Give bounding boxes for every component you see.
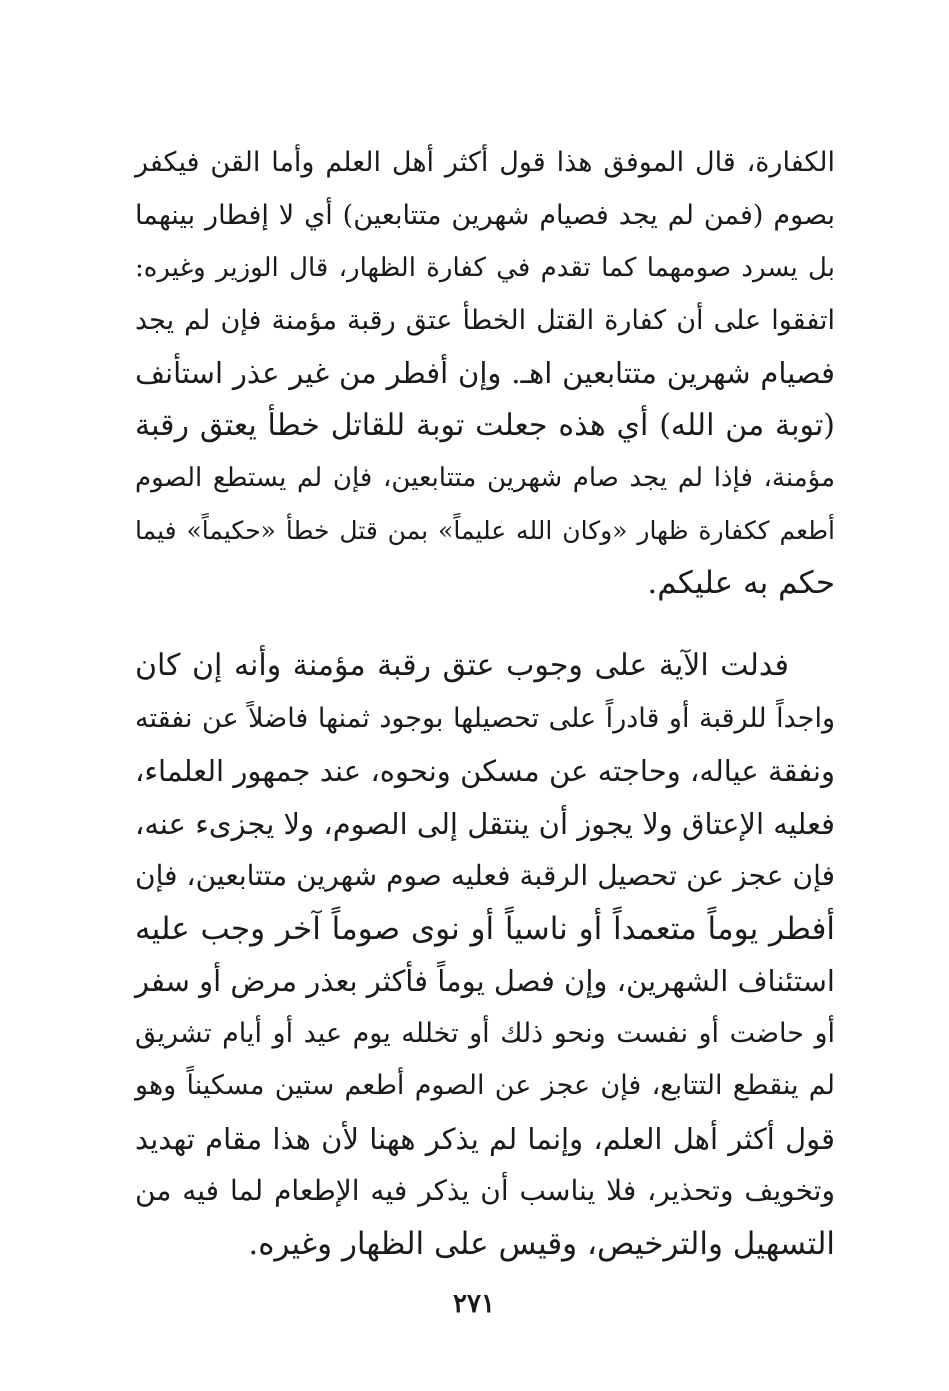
text-line: واجداً للرقبة أو قادراً على تحصيلها بوجود ثمنها فاضلاً عن نفقته [135, 702, 835, 734]
text-line: (توبة من الله) أي هذه جعلت توبة للقاتل خطأ يعتق رقبة [135, 407, 835, 443]
text-line: فصيام شهرين متتابعين اهـ. وإن أفطر من غير عذر استأنف [135, 356, 835, 390]
text-line: فعليه الإعتاق ولا يجوز أن ينتقل إلى الصوم، ولا يجزىء عنه، [135, 806, 835, 841]
paragraph-2 [135, 640, 835, 1270]
text-line: اتفقوا على أن كفارة القتل الخطأ عتق رقبة مؤمنة فإن لم يجد [135, 304, 835, 336]
text-line: الكفارة، قال الموفق هذا قول أكثر أهل العلم وأما القن فيكفر [135, 147, 835, 178]
page-number: ٢٧١ [453, 1289, 495, 1319]
text-line: حكم به عليكم. [647, 565, 835, 601]
text-line: استئناف الشهرين، وإن فصل يوماً فأكثر بعذر مرض أو سفر [134, 964, 835, 998]
text-line: بصوم (فمن لم يجد فصيام شهرين متتابعين) أي لا إفطار بينهما [135, 199, 835, 231]
text-line: مؤمنة، فإذا لم يجد صام شهرين متتابعين، فإن لم يستطع الصوم [135, 463, 835, 493]
text-line: بل يسرد صومهما كما تقدم في كفارة الظهار، قال الوزير وغيره: [135, 253, 835, 283]
text-line: فدلت الآية على وجوب عتق رقبة مؤمنة وأنه إن كان [135, 648, 789, 683]
text-line: لم ينقطع التتابع، فإن عجز عن الصوم أطعم ستين مسكيناً وهو [135, 1070, 835, 1101]
text-line: قول أكثر أهل العلم، وإنما لم يذكر ههنا لأن هذا مقام تهديد [135, 1121, 835, 1156]
text-line: أو حاضت أو نفست ونحو ذلك أو تخلله يوم عيد أو أيام تشريق [135, 1017, 835, 1049]
text-line: فإن عجز عن تحصيل الرقبة فعليه صوم شهرين متتابعين، فإن [135, 859, 835, 892]
text-line: ونفقة عياله، وحاجته عن مسكن ونحوه، عند جمهور العلماء، [135, 754, 835, 788]
text-line: التسهيل والترخيص، وقيس على الظهار وغيره. [248, 1225, 835, 1262]
text-line: وتخويف وتحذير، فلا يناسب أن يذكر فيه الإطعام لما فيه من [135, 1174, 835, 1207]
text-line: أطعم ككفارة ظهار «وكان الله عليماً» بمن قتل خطأ «حكيماً» فيما [135, 515, 835, 545]
text-line: أفطر يوماً متعمداً أو ناسياً أو نوى صوماً آخر وجب عليه [135, 910, 835, 947]
paragraph-1 [135, 137, 835, 610]
